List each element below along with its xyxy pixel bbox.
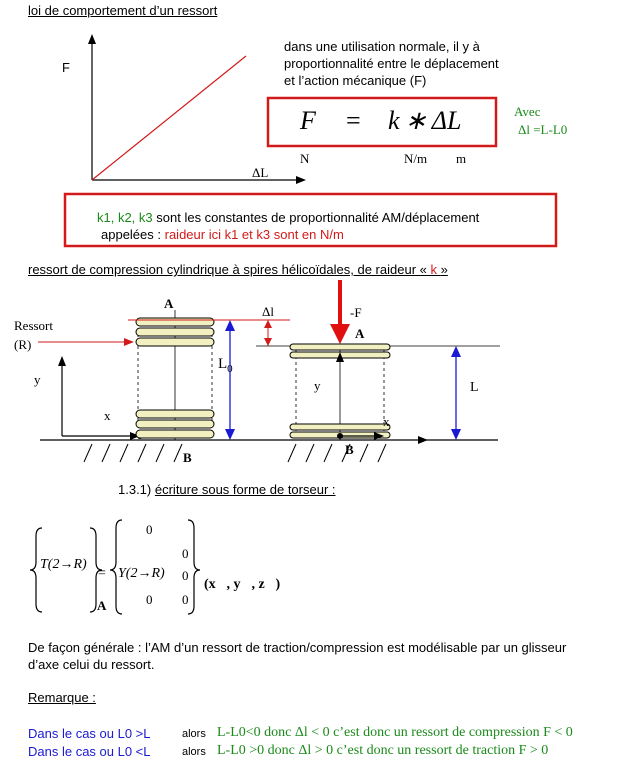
- label-l-right: L: [470, 380, 479, 395]
- intro-line-1: dans une utilisation normale, il y à: [284, 39, 480, 54]
- remarque-2-condition: Dans le cas ou L0 <L: [28, 744, 151, 759]
- remarque-title: Remarque :: [28, 690, 96, 705]
- torseur-heading-number: 1.3.1): [118, 482, 152, 497]
- label-l0-sub: 0: [227, 363, 233, 375]
- label-x-right: x: [383, 414, 390, 429]
- label-r: (R): [14, 337, 32, 352]
- spring-right: [290, 280, 461, 440]
- remarque-row-1: [28, 726, 151, 741]
- matrix-r4a: 0: [146, 592, 153, 607]
- force-displacement-graph: [88, 34, 306, 184]
- general-line-1: De façon générale : l’AM d’un ressort de traction/compression est modélisable par un glisseur: [28, 640, 567, 655]
- avec-label: Avec: [514, 104, 541, 119]
- matrix-r2: 0: [182, 546, 189, 561]
- torseur-basis: (x⃗, y⃗, z⃗): [204, 577, 281, 592]
- constants-names: k1, k2, k3: [97, 210, 153, 225]
- remarque-1-result: L-L0<0 donc Δl < 0 c’est donc un ressort de compression F < 0: [217, 725, 573, 740]
- label-y-right: y: [314, 378, 321, 393]
- proportional-line: [92, 56, 246, 180]
- section-spring-title: [28, 262, 448, 277]
- intro-text: [284, 38, 499, 89]
- unit-n: N: [300, 151, 310, 166]
- graph-xlabel: ΔL: [252, 165, 269, 180]
- torseur-heading-text: écriture sous forme de torseur :: [154, 482, 336, 497]
- label-a-right: A: [355, 326, 365, 341]
- matrix-r3: 0: [182, 568, 189, 583]
- formula-equals: =: [346, 106, 361, 135]
- matrix-r1: 0: [146, 522, 153, 537]
- label-delta-l: Δl: [262, 304, 274, 319]
- remarque-1-condition: Dans le cas ou L0 >L: [28, 726, 151, 741]
- matrix-r4b: 0: [182, 592, 189, 607]
- label-a-left: A: [164, 296, 174, 311]
- avec-definition: Δl =L-L0: [518, 122, 568, 137]
- label-minus-f: -F: [350, 305, 362, 320]
- general-line-2: d’axe celui du ressort.: [28, 657, 155, 672]
- constants-line-1: [97, 210, 479, 225]
- intro-line-2: proportionnalité entre le déplacement: [284, 56, 499, 71]
- constants-desc: sont les constantes de proportionnalité AM/déplacement: [156, 210, 480, 225]
- formula-rhs: k ∗ ΔL: [388, 106, 462, 135]
- constants-raideur: raideur ici k1 et k3 sont en N/m: [164, 227, 344, 242]
- remarque-1-alors: alors: [182, 728, 206, 740]
- intro-line-3: et l’action mécanique (F): [284, 73, 427, 88]
- constants-line-2: [101, 227, 344, 242]
- unit-m: m: [456, 151, 467, 166]
- remarque-row-2: [28, 744, 151, 759]
- label-l0: [218, 356, 233, 375]
- remarque-2-alors: alors: [182, 746, 206, 758]
- label-x-left: x: [104, 408, 111, 423]
- torseur-equals: =: [98, 566, 106, 581]
- torseur-t: T(2→R): [40, 557, 87, 572]
- page-title: loi de comportement d’un ressort: [28, 3, 218, 18]
- section-title-k: k: [430, 262, 437, 277]
- matrix-y: Y(2→R): [118, 566, 165, 581]
- label-b-left: B: [183, 450, 192, 465]
- section-title-part-a: ressort de compression cylindrique à spires hélicoïdales, de raideur «: [28, 262, 427, 277]
- unit-nm: N/m: [404, 151, 428, 166]
- label-ressort: Ressort: [14, 318, 53, 333]
- formula-lhs: F: [300, 106, 316, 135]
- section-title-part-b: »: [440, 262, 448, 277]
- spring-left: [38, 310, 290, 440]
- graph-ylabel: F: [62, 60, 70, 75]
- torseur-point-a: A: [97, 598, 107, 613]
- torseur-heading: [118, 482, 336, 497]
- remarque-2-result: L-L0 >0 donc Δl > 0 c’est donc un ressort de traction F > 0: [217, 743, 549, 758]
- constants-called: appelées :: [101, 227, 161, 242]
- label-l0-main: L: [218, 356, 228, 372]
- label-y-left: y: [34, 372, 41, 387]
- label-b-right: B: [345, 442, 354, 457]
